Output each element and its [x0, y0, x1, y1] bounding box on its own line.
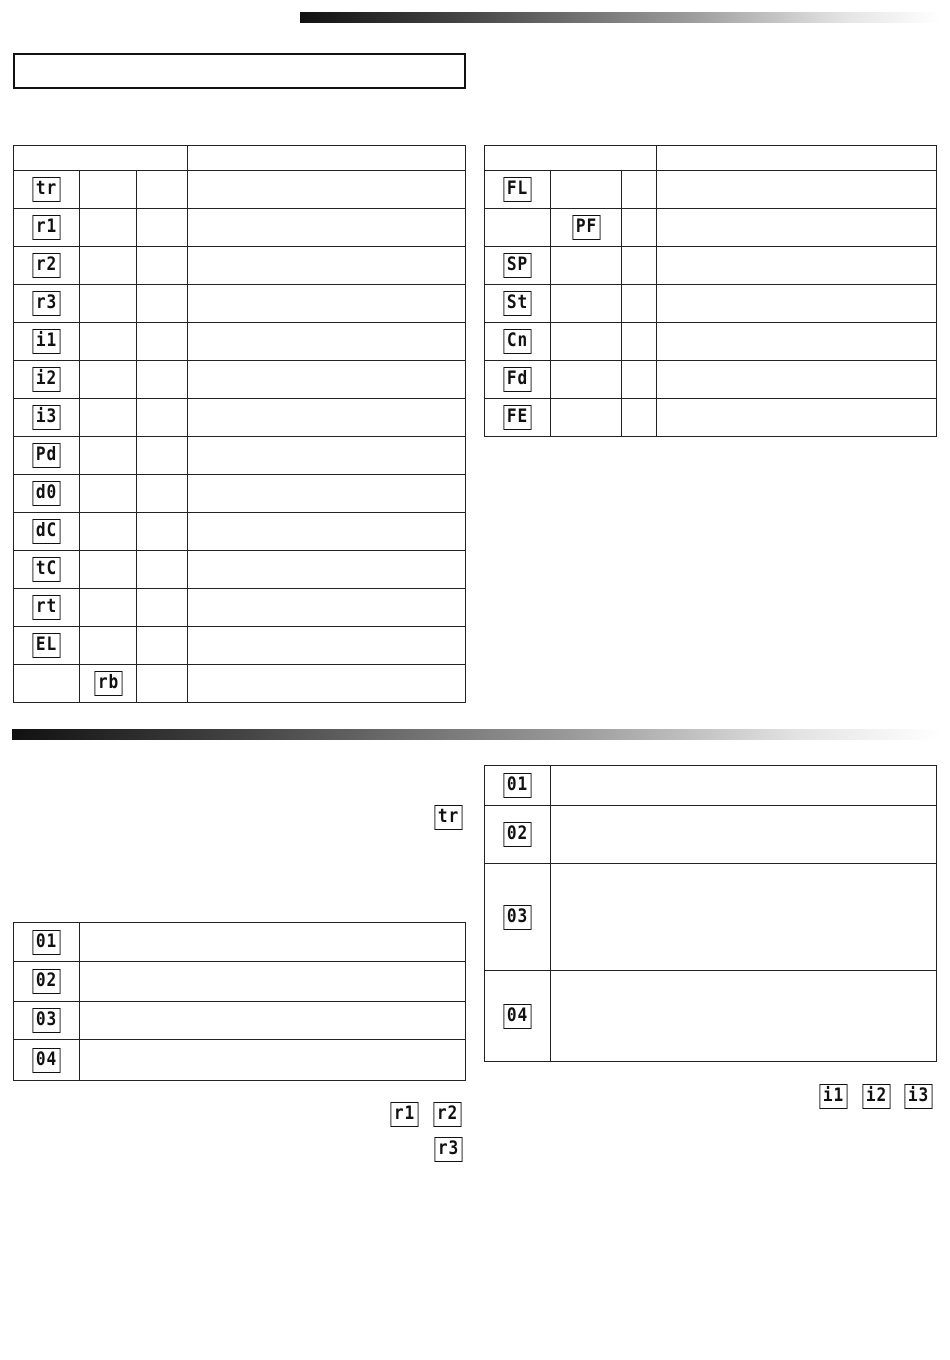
display-code-icon: r2	[433, 1102, 461, 1127]
table-row	[485, 399, 937, 437]
table-row	[14, 323, 466, 361]
table-row	[485, 247, 937, 285]
table-header-row	[485, 146, 937, 171]
display-code-icon: r3	[33, 291, 61, 316]
option-row	[14, 1002, 466, 1040]
table-row	[14, 589, 466, 627]
option-row	[14, 1040, 466, 1081]
table-row	[14, 627, 466, 665]
option-row	[485, 971, 937, 1062]
display-code-icon: r1	[390, 1102, 418, 1127]
section-divider-gradient-bar	[12, 729, 940, 740]
table-row	[485, 171, 937, 209]
display-code-icon: Cn	[504, 329, 532, 354]
table-row	[14, 551, 466, 589]
option-row	[485, 806, 937, 864]
display-code-icon: i3	[33, 405, 61, 430]
display-code-icon: FL	[504, 177, 532, 202]
display-code-icon: i2	[33, 367, 61, 392]
display-code-icon: 03	[504, 905, 532, 930]
display-code-icon: FE	[504, 405, 532, 430]
display-code-icon: 02	[504, 822, 532, 847]
display-code-icon: i1	[819, 1084, 847, 1109]
table-row	[14, 361, 466, 399]
table-row	[14, 513, 466, 551]
table-row	[14, 209, 466, 247]
display-code-icon: i1	[33, 329, 61, 354]
header-gradient-bar	[300, 12, 940, 23]
display-code-icon: d0	[33, 481, 61, 506]
display-code-icon: tr	[33, 177, 61, 202]
display-code-icon: Pd	[33, 443, 61, 468]
display-code-icon: 04	[33, 1048, 61, 1073]
table-row	[485, 285, 937, 323]
display-code-icon: 04	[504, 1004, 532, 1029]
section-title-box	[13, 53, 466, 89]
table-row	[14, 285, 466, 323]
option-row	[485, 766, 937, 806]
table-row	[14, 399, 466, 437]
display-code-icon: tC	[33, 557, 61, 582]
display-code-icon: r1	[33, 215, 61, 240]
table-row	[485, 323, 937, 361]
table-row	[14, 665, 466, 703]
display-code-icon: Fd	[504, 367, 532, 392]
display-code-icon: dC	[33, 519, 61, 544]
param-table-right	[484, 145, 937, 437]
display-code-icon: rt	[33, 595, 61, 620]
table-row	[485, 209, 937, 247]
display-code-icon: rb	[94, 671, 122, 696]
table-row	[14, 247, 466, 285]
display-code-icon: r3	[434, 1137, 462, 1162]
param-table-left	[13, 145, 466, 703]
display-code-icon: i3	[905, 1084, 933, 1109]
display-code-icon: 01	[33, 930, 61, 955]
option-row	[14, 962, 466, 1002]
table-row	[14, 171, 466, 209]
code-i-indicators	[817, 1084, 935, 1109]
display-code-icon: PF	[572, 215, 600, 240]
option-row	[14, 923, 466, 962]
display-code-icon: 01	[504, 773, 532, 798]
display-code-icon: i2	[862, 1084, 890, 1109]
options-table-left	[13, 922, 466, 1081]
code-r3-indicator	[432, 1137, 465, 1162]
table-row	[485, 361, 937, 399]
options-table-right	[484, 765, 937, 1062]
display-code-icon: EL	[33, 633, 61, 658]
display-code-icon: SP	[504, 253, 532, 278]
display-code-icon: r2	[33, 253, 61, 278]
code-tr-indicator	[432, 805, 465, 830]
display-code-icon: 03	[33, 1008, 61, 1033]
display-code-icon: tr	[434, 805, 462, 830]
table-row	[14, 437, 466, 475]
display-code-icon: 02	[33, 969, 61, 994]
table-header-row	[14, 146, 466, 171]
display-code-icon: St	[504, 291, 532, 316]
code-r1-r2-indicators	[388, 1102, 463, 1127]
table-row	[14, 475, 466, 513]
option-row	[485, 864, 937, 971]
